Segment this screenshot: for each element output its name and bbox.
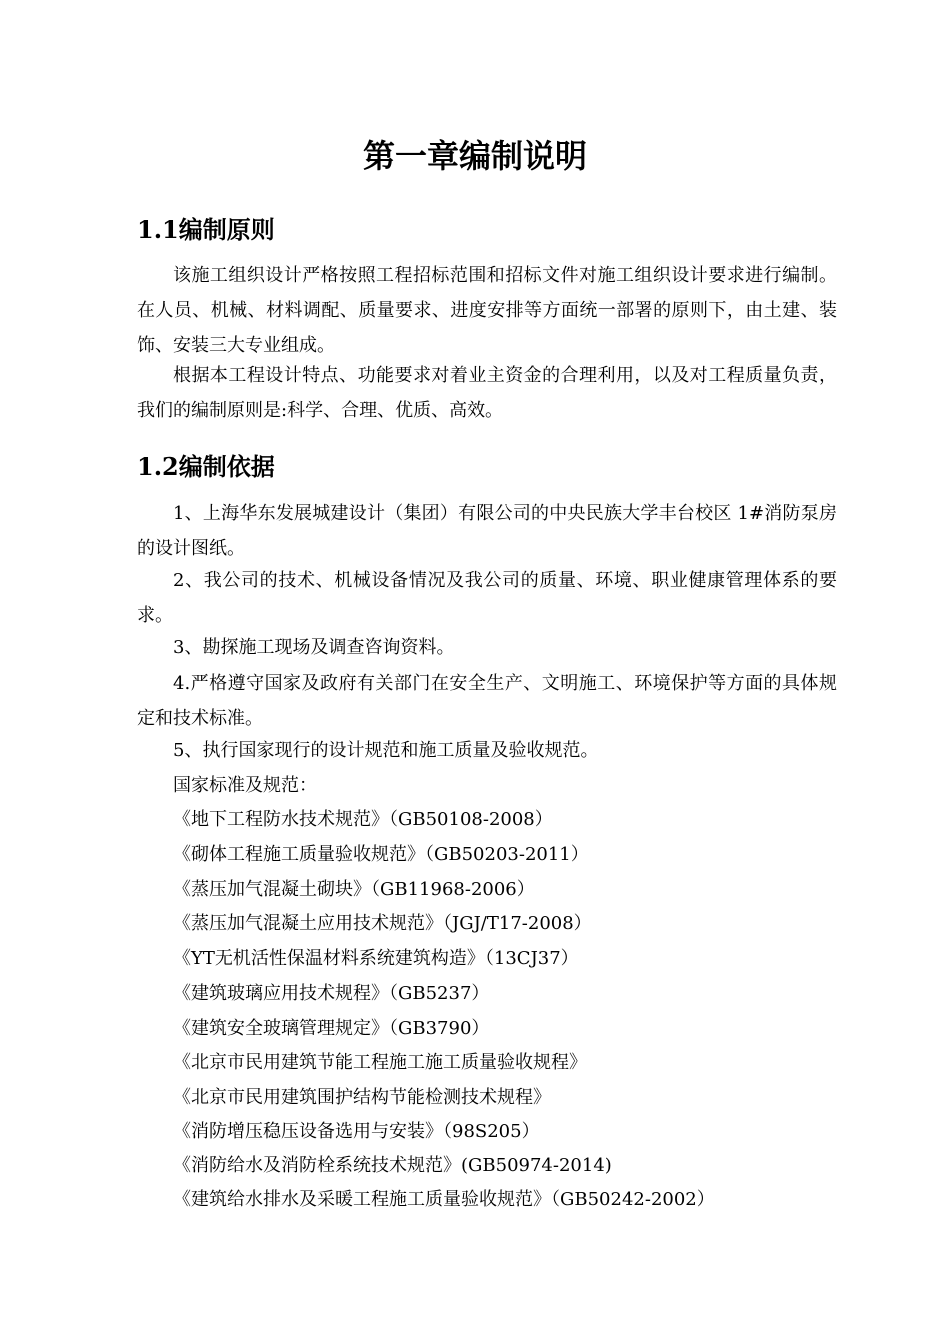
standard-item: 《建筑玻璃应用技术规程》（GB5237） bbox=[173, 983, 490, 1004]
standard-item: 《建筑给水排水及采暖工程施工质量验收规范》（GB50242-2002） bbox=[173, 1189, 715, 1210]
standard-item: 《YT无机活性保温材料系统建筑构造》（13CJ37） bbox=[173, 948, 579, 969]
standard-item: 《蒸压加气混凝土砌块》（GB11968-2006） bbox=[173, 879, 535, 900]
standard-item: 《消防增压稳压设备选用与安装》（98S205） bbox=[173, 1121, 540, 1142]
basis-item-3: 3、勘探施工现场及调查咨询资料。 bbox=[173, 637, 455, 658]
standard-item: 《北京市民用建筑围护结构节能检测技术规程》 bbox=[173, 1087, 551, 1108]
basis-item-5: 5、执行国家现行的设计规范和施工质量及验收规范。 bbox=[173, 740, 599, 761]
standard-item: 《建筑安全玻璃管理规定》（GB3790） bbox=[173, 1018, 490, 1039]
standard-item: 《砌体工程施工质量验收规范》（GB50203-2011） bbox=[173, 844, 589, 865]
principles-paragraph-1: 该施工组织设计严格按照工程招标范围和招标文件对施工组织设计要求进行编制。在人员、机械、材料调配、质量要求、进度安排等方面统一部署的原则下，由土建、装饰、安装三大专业组成。 bbox=[137, 265, 837, 356]
basis-item-4: 4.严格遵守国家及政府有关部门在安全生产、文明施工、环境保护等方面的具体规定和技术标准。 bbox=[137, 673, 837, 729]
standard-item: 《北京市民用建筑节能工程施工施工质量验收规程》 bbox=[173, 1052, 587, 1073]
section-heading-basis: 1.2编制依据 bbox=[137, 452, 275, 481]
standard-item: 《消防给水及消防栓系统技术规范》(GB50974-2014) bbox=[173, 1155, 612, 1176]
standard-item: 《地下工程防水技术规范》（GB50108-2008） bbox=[173, 809, 553, 830]
principles-paragraph-2: 根据本工程设计特点、功能要求对着业主资金的合理利用，以及对工程质量负责，我们的编制原则是:科学、合理、优质、高效。 bbox=[137, 365, 837, 421]
chapter-title: 第一章编制说明 bbox=[362, 137, 587, 175]
standard-item: 《蒸压加气混凝土应用技术规范》（JGJ/T17-2008） bbox=[173, 913, 592, 934]
basis-item-1: 1、上海华东发展城建设计（集团）有限公司的中央民族大学丰台校区 1#消防泵房的设计图纸。 bbox=[137, 503, 837, 559]
section-heading-principles: 1.1编制原则 bbox=[137, 215, 275, 244]
standards-label: 国家标准及规范： bbox=[173, 775, 317, 796]
basis-item-2: 2、我公司的技术、机械设备情况及我公司的质量、环境、职业健康管理体系的要求。 bbox=[137, 570, 837, 626]
